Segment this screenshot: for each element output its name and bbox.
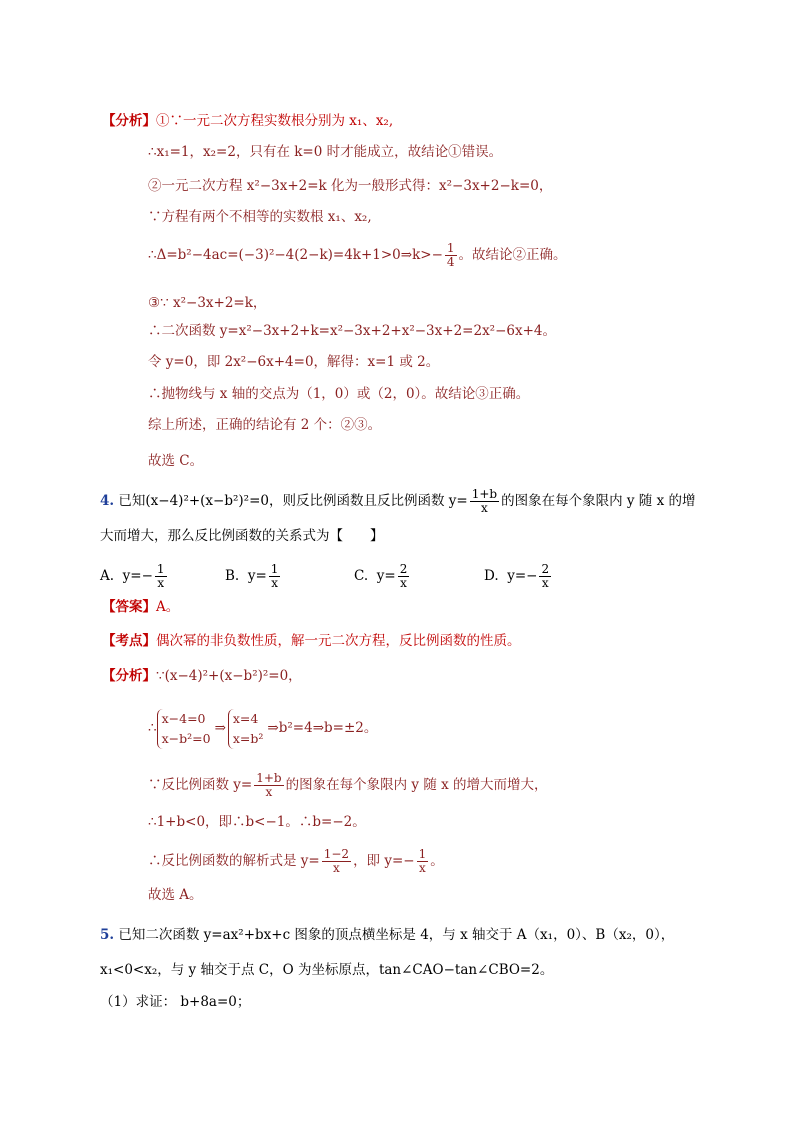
a3-fraction: [254, 772, 283, 799]
option-fraction: [398, 563, 410, 590]
frac-num: 1−2: [323, 847, 350, 861]
q3-p3-points: ∴抛物线与 x 轴的交点为（1，0）或（2，0）。故结论③正确。: [148, 386, 530, 402]
a5-fraction: [322, 848, 351, 875]
frac-num: 2: [541, 562, 550, 576]
a3-prefix: ∵反比例函数 y=: [148, 777, 253, 793]
q4-option-c: [354, 563, 411, 590]
q4-option-d: [484, 563, 553, 590]
frac-den: x: [419, 861, 426, 875]
q3-summary: 综上所述，正确的结论有 2 个：②③。: [148, 417, 382, 433]
q4-analysis-line1: [102, 667, 302, 685]
sys-tail: ⇒b²=4⇒b=±2。: [267, 720, 378, 736]
q4-a1: ∵(x−4)²+(x−b²)²=0，: [156, 668, 302, 684]
frac-num: 1: [270, 562, 279, 576]
q3-analysis-line1: [102, 112, 393, 130]
q5-part1: （1）求证： b+8a=0；: [100, 994, 251, 1010]
analysis-label: 【分析】: [102, 113, 156, 129]
option-label: D.: [484, 568, 499, 584]
option-prefix: y=: [376, 568, 396, 584]
option-prefix: y=−: [122, 568, 153, 584]
q4-stem-b: 的图象在每个象限内 y 随 x 的增: [501, 493, 696, 509]
q4-answer: [102, 598, 179, 616]
q4-points: [102, 632, 521, 650]
system-1: [157, 709, 211, 749]
q4-analysis-line3: [148, 772, 548, 799]
stem-fraction: [470, 488, 499, 515]
system-2: [228, 709, 264, 749]
q5-line1-text: 已知二次函数 y=ax²+bx+c 图象的顶点横坐标是 4，与 x 轴交于 A（x₁，0）、B（x₂，0），: [118, 927, 675, 943]
q3-p3-text: ③∵ x²−3x+2=k，: [148, 295, 267, 311]
q4-stem-a: 已知(x−4)²+(x−b²)²=0，则反比例函数且反比例函数 y=: [118, 493, 468, 509]
frac-num: 2: [399, 562, 408, 576]
sys1-top: x−4=0: [161, 710, 206, 726]
frac-den: x: [400, 576, 407, 590]
a5-prefix: ∴反比例函数的解析式是 y=: [148, 853, 320, 869]
frac-den: x: [157, 576, 165, 590]
frac-den: 4: [446, 255, 455, 269]
option-fraction: [155, 563, 167, 590]
q3-p3-func: ∴二次函数 y=x²−3x+2+k=x²−3x+2+x²−3x+2=2x²−6x+4。: [148, 323, 557, 339]
frac-num: 1+b: [471, 487, 498, 501]
a5-mid: ，即 y=−: [353, 853, 415, 869]
q4-stem-line2: 大而增大，那么反比例函数的关系式为【 】: [100, 528, 384, 544]
q4-analysis-line5: [148, 848, 444, 875]
q4-option-a: [100, 563, 169, 590]
frac-den: x: [333, 861, 340, 875]
analysis-label: 【分析】: [102, 668, 156, 684]
sys1-bot: x−b²=0: [161, 730, 211, 746]
frac-den: x: [541, 576, 549, 590]
frac-den: x: [271, 576, 278, 590]
option-fraction: [269, 563, 281, 590]
q3-p2-text: ②一元二次方程 x²−3x+2=k 化为一般形式得：x²−3x+2−k=0，: [148, 178, 553, 194]
a3-suffix: 的图象在每个象限内 y 随 x 的增大而增大，: [285, 777, 548, 793]
q4-analysis-line4: ∴1+b<0，即∴b<−1。∴b=−2。: [148, 814, 366, 830]
q3-p1-result: ∴x₁=1，x₂=2，只有在 k=0 时才能成立，故结论①错误。: [148, 144, 503, 160]
therefore: ∴: [148, 720, 157, 736]
frac-den: x: [481, 501, 488, 515]
q5-line1: [100, 926, 674, 944]
frac-num: 1: [156, 562, 165, 576]
option-label: A.: [100, 568, 115, 584]
points-label: 【考点】: [102, 633, 156, 649]
q4-analysis-system: [148, 706, 377, 750]
frac-den: x: [265, 785, 273, 799]
q3-p1-text: ①∵一元二次方程实数根分别为 x₁、x₂,: [156, 113, 394, 129]
option-prefix: y=−: [507, 568, 538, 584]
a5-fraction-2: [417, 848, 429, 875]
q3-p3-solve: 令 y=0，即 2x²−6x+4=0，解得：x=1 或 2。: [148, 354, 440, 370]
q3-p2-roots: ∵方程有两个不相等的实数根 x₁、x₂,: [148, 209, 372, 225]
q3-p2-delta: [148, 242, 567, 269]
option-label: B.: [225, 568, 240, 584]
q4-stem-line1: [100, 488, 696, 515]
answer-value: A。: [156, 599, 180, 615]
sys2-bot: x=b²: [232, 730, 264, 746]
q3-choice: 故选 C。: [148, 453, 204, 469]
frac-num: 1+b: [256, 771, 282, 785]
option-prefix: y=: [247, 568, 267, 584]
q4-choice: 故选 A。: [148, 887, 203, 903]
a5-end: 。: [430, 853, 444, 869]
sys2-top: x=4: [232, 710, 259, 726]
frac-num: 1: [418, 847, 427, 861]
answer-label: 【答案】: [102, 599, 156, 615]
delta-suffix: 。故结论②正确。: [458, 247, 567, 263]
q4-option-b: [225, 563, 282, 590]
delta-text: ∴Δ=b²−4ac=(−3)²−4(2−k)=4k+1>0⇒k>−: [148, 247, 443, 263]
question-number: 4.: [100, 493, 115, 509]
fraction-one-quarter: [445, 242, 457, 269]
option-label: C.: [354, 568, 369, 584]
question-number: 5.: [100, 927, 115, 943]
q5-line2: x₁<0<x₂，与 y 轴交于点 C，O 为坐标原点，tan∠CAO−tan∠CBO=2。: [100, 962, 554, 978]
implies-arrow: ⇒: [214, 720, 226, 736]
option-fraction: [539, 563, 551, 590]
points-text: 偶次幂的非负数性质，解一元二次方程，反比例函数的性质。: [156, 633, 521, 649]
frac-num: 1: [446, 241, 455, 255]
